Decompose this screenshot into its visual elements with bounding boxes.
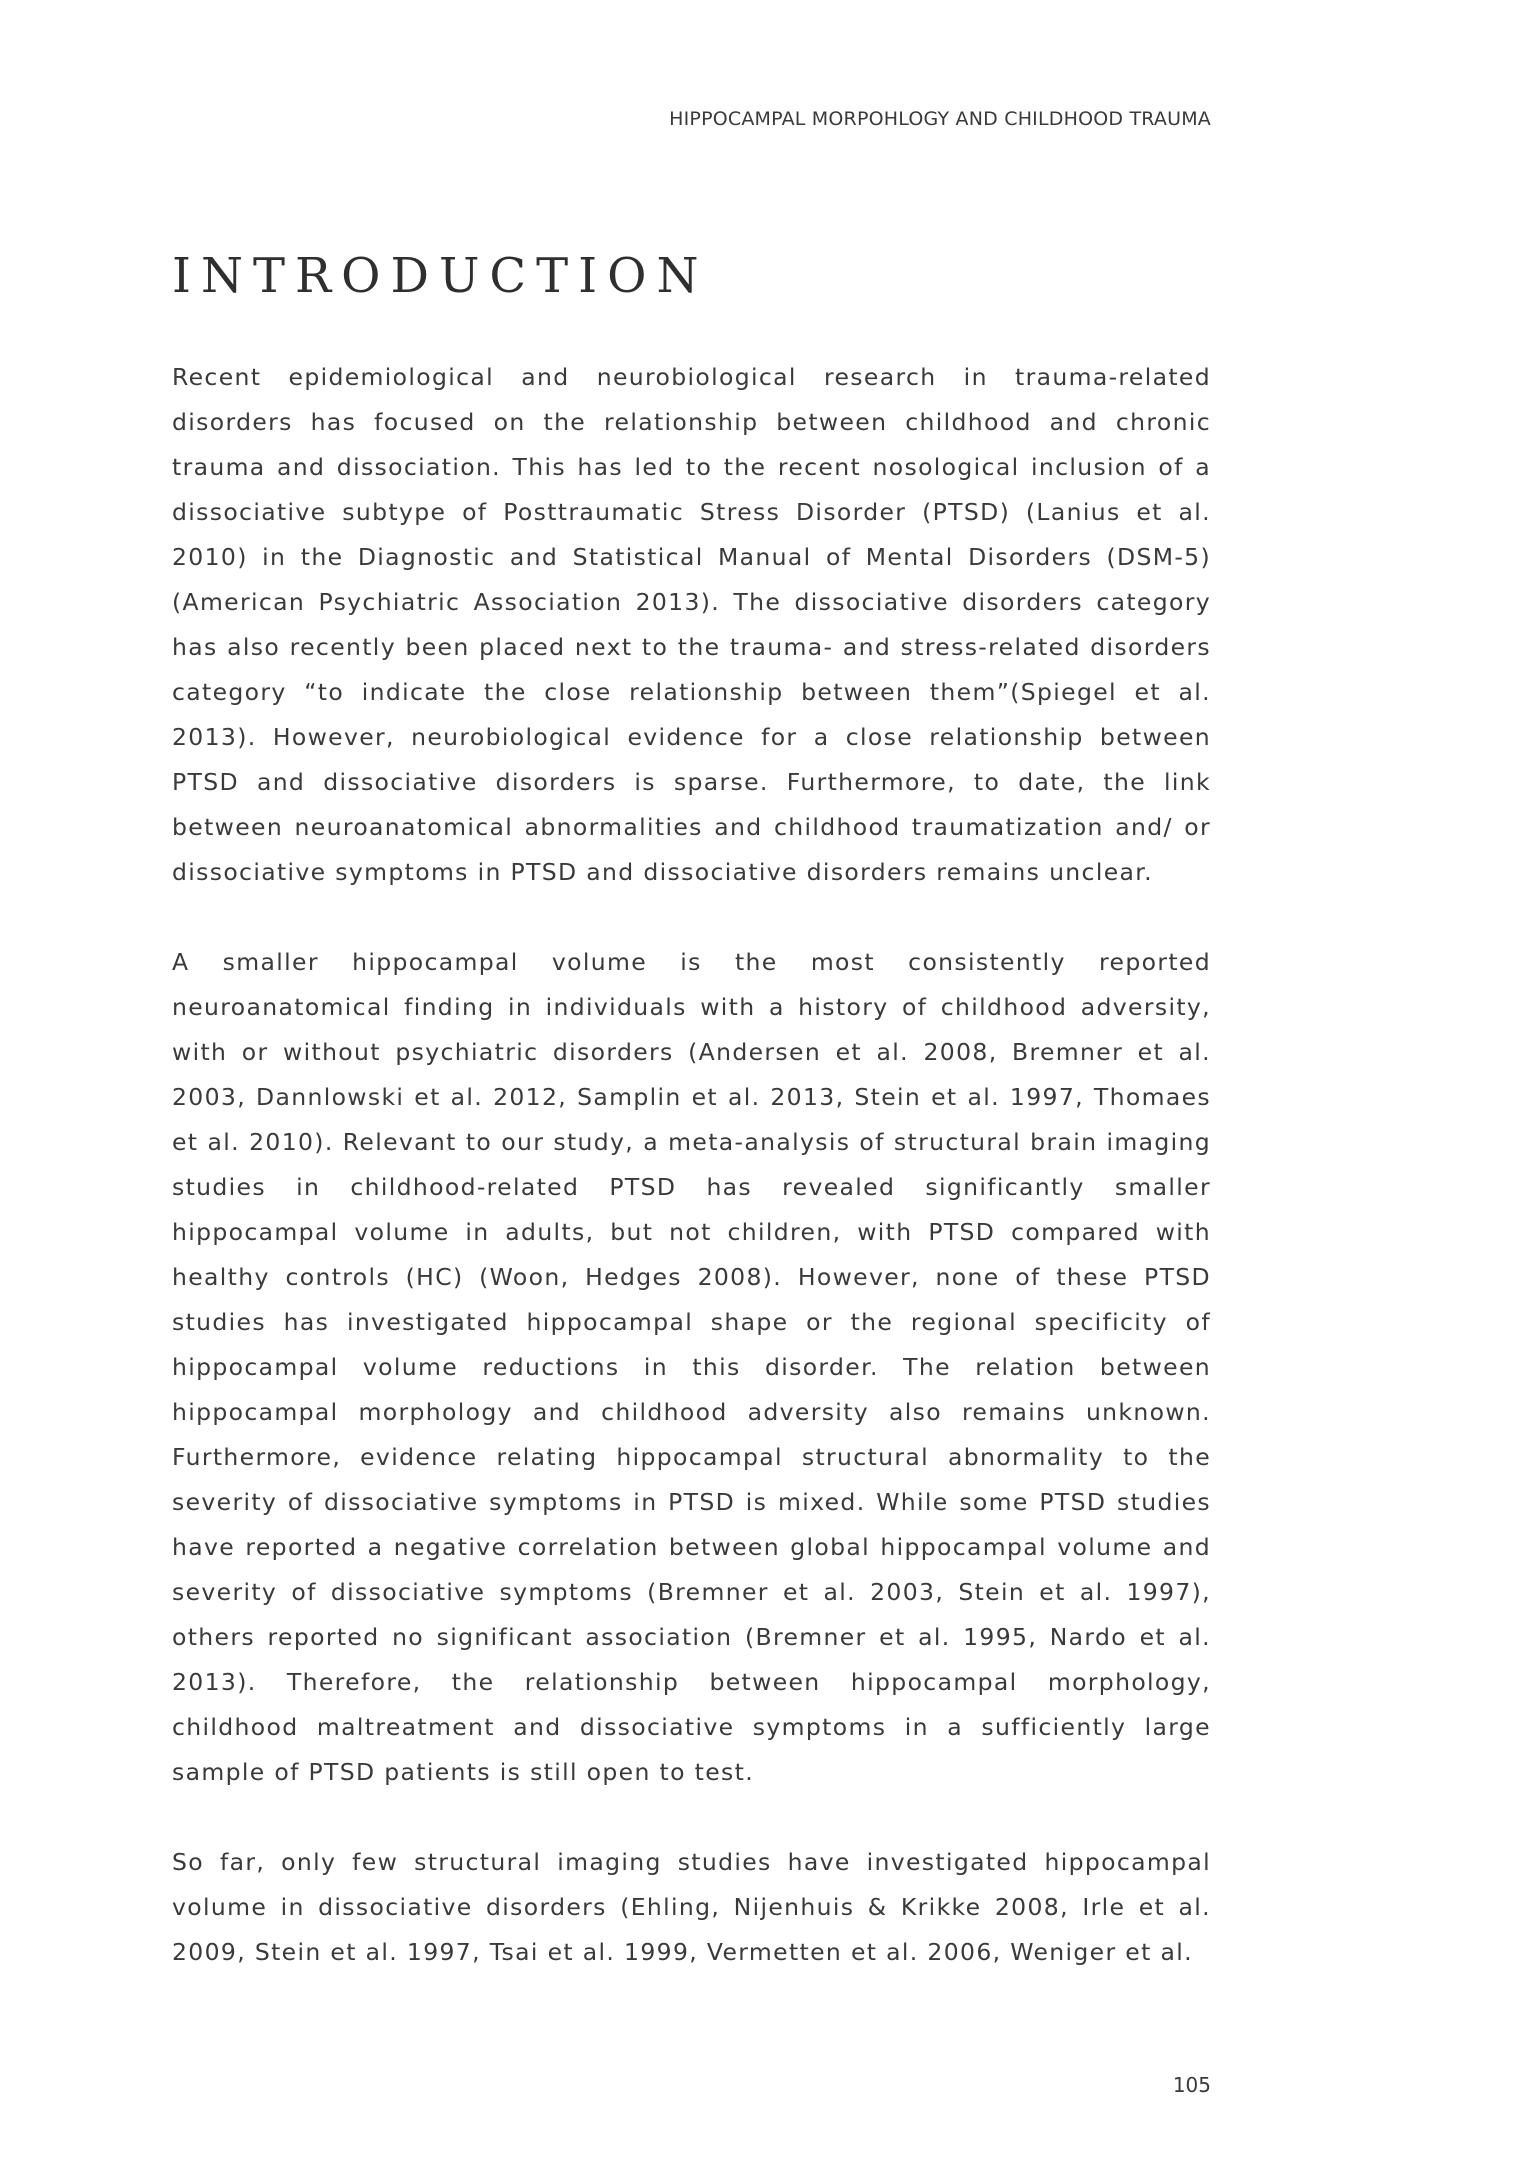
body-text bbox=[172, 355, 1211, 1975]
paragraph: So far, only few structural imaging studies have investigated hippocampal volume in dissociative disorders (Ehling, Nijenhuis & Krikke 2008, Irle et al. 2009, Stein et al. 1997, Tsai et al. 1999, Vermetten et al. 2006, Weniger et al. bbox=[172, 1848, 1211, 1966]
section-title: INTRODUCTION bbox=[172, 248, 709, 304]
paragraph: A smaller hippocampal volume is the most consistently reported neuroanatomical finding in individuals with a history of childhood adversity, with or without psychiatric disorders (Andersen et al. 2008, Bremner et al. 2003, Dannlowski et al. 2012, Samplin et al. 2013, Stein et al. 1997, Thomaes et al. 2010). Relevant to our study, a meta-analysis of structural brain imaging studies in childhood-related PTSD has revealed significantly smaller hippocampal volume in adults, but not children, with PTSD compared with healthy controls (HC) (Woon, Hedges 2008). However, none of these PTSD studies has investigated hippocampal shape or the regional specificity of hippocampal volume reductions in this disorder. The relation between hippocampal morphology and childhood adversity also remains unknown. Furthermore, evidence relating hippocampal structural abnormality to the severity of dissociative symptoms in PTSD is mixed. While some PTSD studies have reported a negative correlation between global hippocampal volume and severity of dissociative symptoms (Bremner et al. 2003, Stein et al. 1997), others reported no significant association (Bremner et al. 1995, Nardo et al. 2013). Therefore, the relationship between hippocampal morphology, childhood maltreatment and dissociative symptoms in a sufficiently large sample of PTSD patients is still open to test. bbox=[172, 948, 1211, 1786]
running-header: HIPPOCAMPAL MORPOHLOGY AND CHILDHOOD TRAUMA bbox=[669, 108, 1211, 130]
paragraph: Recent epidemiological and neurobiological research in trauma-related disorders has focused on the relationship between childhood and chronic trauma and dissociation. This has led to the recent nosological inclusion of a dissociative subtype of Posttraumatic Stress Disorder (PTSD) (Lanius et al. 2010) in the Diagnostic and Statistical Manual of Mental Disorders (DSM-5) (American Psychiatric Association 2013). The dissociative disorders category has also recently been placed next to the trauma- and stress-related disorders category “to indicate the close relationship between them”(Spiegel et al. 2013). However, neurobiological evidence for a close relationship between PTSD and dissociative disorders is sparse. Furthermore, to date, the link between neuroanatomical abnormalities and childhood traumatization and/ or dissociative symptoms in PTSD and dissociative disorders remains unclear. bbox=[172, 363, 1211, 886]
page-number: 105 bbox=[1172, 2073, 1211, 2097]
